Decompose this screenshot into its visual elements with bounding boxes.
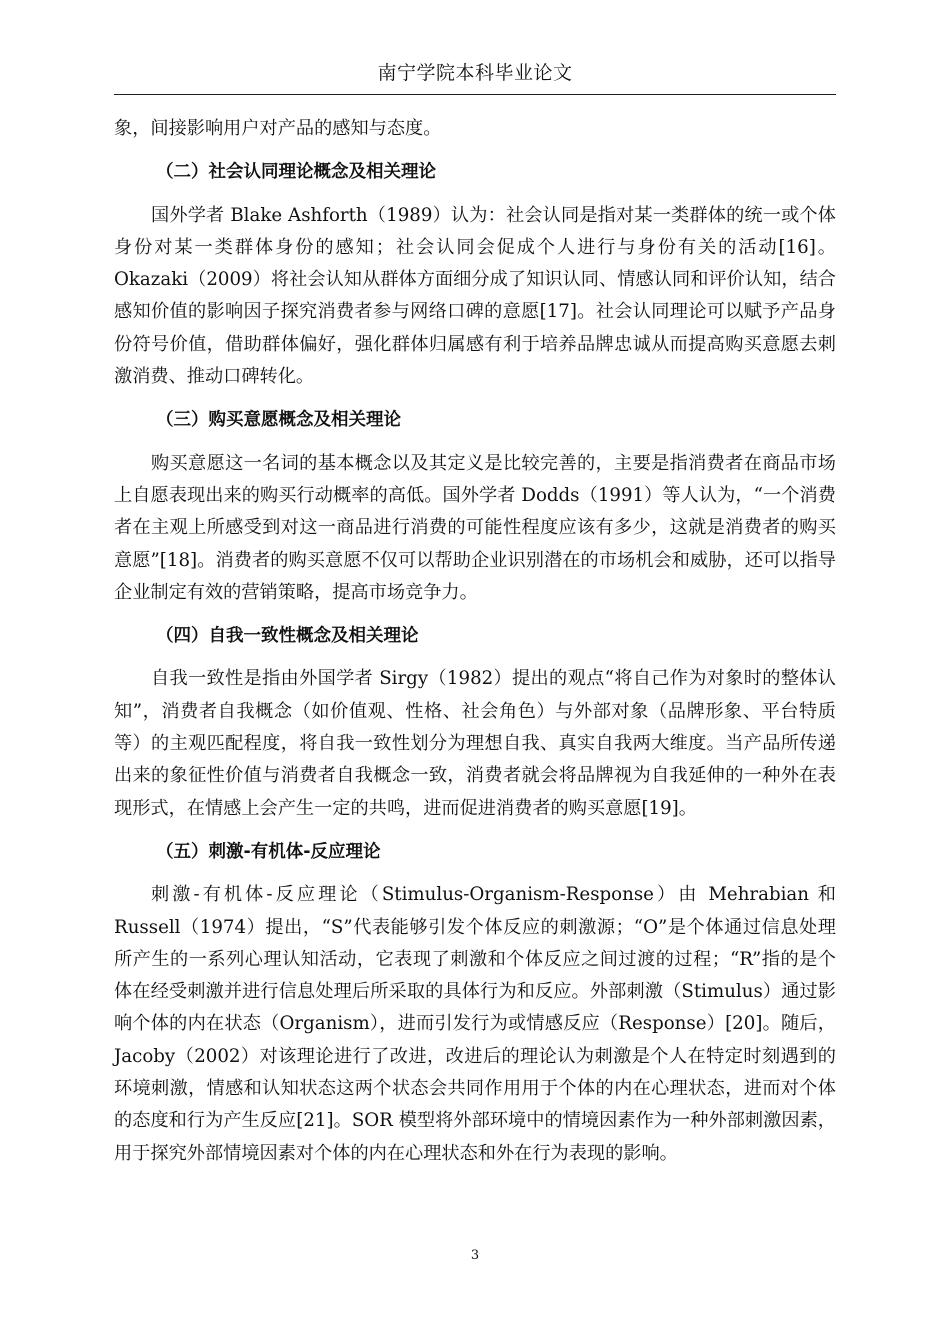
paragraph-social-identity: 国外学者 Blake Ashforth（1989）认为：社会认同是指对某一类群体的统一或个体身份对某一类群体身份的感知；社会认同会促成个人进行与身份有关的活动[16]。Okazaki（2009）将社会认知从群体方面细分成了知识认同、情感认同和评价认知，结合感知价值的影响因子探究消费者参与网络口碑的意愿[17]。社会认同理论可以赋予产品身份符号价值，借助群体偏好，强化群体归属感有利于培养品牌忠诚从而提高购买意愿去刺激消费、推动口碑转化。 [114, 204, 836, 388]
paragraph-sor-theory: 刺激-有机体-反应理论（Stimulus-Organism-Response）由 Mehrabian 和 Russell（1974）提出，“S”代表能够引发个体反应的刺激源；“O”是个体通过信息处理所产生的一系列心理认知活动，它表现了刺激和个体反应之间过渡的过程；“R”指的是个体在经受刺激并进行信息处理后所采取的具体行为和反应。外部刺激（Stimulus）通过影响个体的内在状态（Organism），进而引发行为或情感反应（Response）[20]。随后，Jacoby（2002）对该理论进行了改进，改进后的理论认为刺激是个人在特定时刻遇到的环境刺激，情感和认知状态这两个状态会共同作用用于个体的内在心理状态，进而对个体的态度和行为产生反应[21]。SOR 模型将外部环境中的情境因素作为一种外部刺激因素，用于探究外部情境因素对个体的内在心理状态和外在行为表现的影响。 [114, 884, 836, 1164]
paragraph-continuation: 象，间接影响用户对产品的感知与态度。 [114, 118, 442, 139]
page-number: 3 [470, 1248, 480, 1263]
section-heading-sor-theory: （五）刺激-有机体-反应理论 [156, 841, 381, 862]
section-heading-social-identity: （二）社会认同理论概念及相关理论 [156, 162, 436, 183]
document-body [114, 113, 836, 1170]
header-divider [114, 94, 836, 95]
section-heading-self-congruity: （四）自我一致性概念及相关理论 [156, 626, 419, 647]
paragraph-self-congruity: 自我一致性是指由外国学者 Sirgy（1982）提出的观点“将自己作为对象时的整体认知”，消费者自我概念（如价值观、性格、社会角色）与外部对象（品牌形象、平台特质等）的主观匹配程度，将自我一致性划分为理想自我、真实自我两大维度。当产品所传递出来的象征性价值与消费者自我概念一致，消费者就会将品牌视为自我延伸的一种外在表现形式，在情感上会产生一定的共鸣，进而促进消费者的购买意愿[19]。 [114, 668, 836, 819]
section-heading-purchase-intention: （三）购买意愿概念及相关理论 [156, 410, 401, 431]
paragraph-purchase-intention: 购买意愿这一名词的基本概念以及其定义是比较完善的，主要是指消费者在商品市场上自愿表现出来的购买行动概率的高低。国外学者 Dodds（1991）等人认为，“一个消费者在主观上所感受到对这一商品进行消费的可能性程度应该有多少，这就是消费者的购买意愿”[18]。消费者的购买意愿不仅可以帮助企业识别潜在的市场机会和威胁，还可以指导企业制定有效的营销策略，提高市场竞争力。 [114, 452, 836, 603]
page-header-title: 南宁学院本科毕业论文 [377, 62, 573, 84]
